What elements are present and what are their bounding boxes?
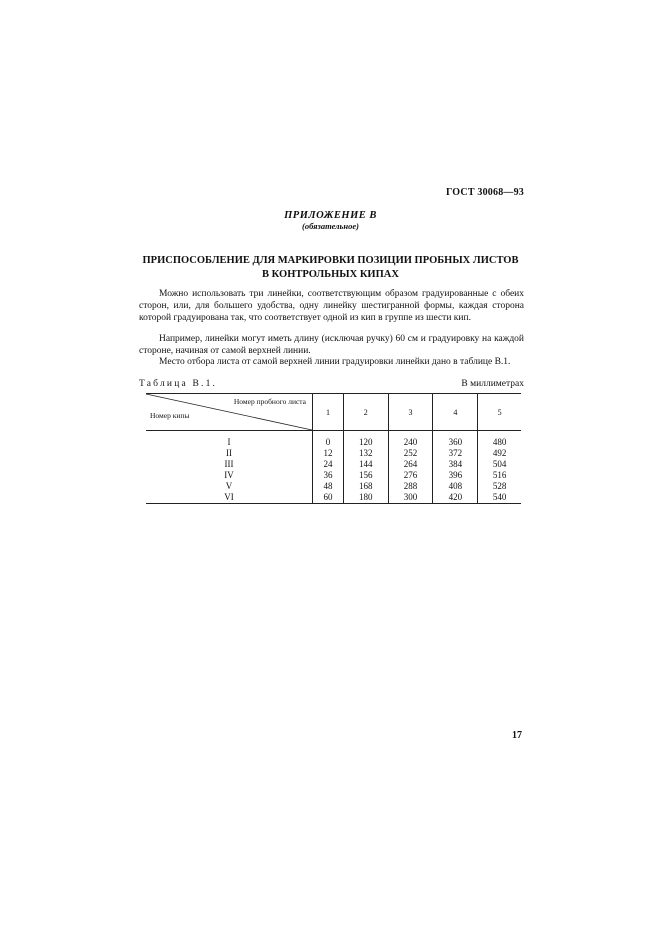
- corner-bale-label: Номер кипы: [150, 411, 190, 420]
- page-number: 17: [512, 730, 522, 741]
- table-caption: Таблица В.1.: [139, 379, 218, 389]
- data-table: [146, 393, 521, 504]
- row-label: I: [227, 437, 231, 447]
- table-cell: 528: [478, 481, 521, 492]
- table-cell: 12: [313, 448, 344, 459]
- table-cell: 396: [433, 470, 478, 481]
- table-caption-row: [139, 379, 524, 389]
- heading-line-2: В КОНТРОЛЬНЫХ КИПАХ: [262, 269, 399, 280]
- column-header: 1: [313, 394, 344, 431]
- table-cell: 180: [343, 492, 388, 504]
- table-cell: 384: [433, 459, 478, 470]
- row-label: II: [226, 448, 232, 458]
- table-cell: 120: [343, 431, 388, 449]
- table-cell: 252: [388, 448, 433, 459]
- corner-sheet-label: Номер пробного листа: [233, 397, 306, 406]
- column-header: 3: [388, 394, 433, 431]
- table-cell: 372: [433, 448, 478, 459]
- table-cell: 480: [478, 431, 521, 449]
- table-row: [146, 492, 521, 504]
- table-cell: 36: [313, 470, 344, 481]
- table-cell: 168: [343, 481, 388, 492]
- table-header-row: [146, 394, 521, 431]
- table-cell: 540: [478, 492, 521, 504]
- table-row: [146, 459, 521, 470]
- appendix-status: (обязательное): [302, 221, 359, 231]
- table-cell: 360: [433, 431, 478, 449]
- table-cell: 408: [433, 481, 478, 492]
- table-cell: 276: [388, 470, 433, 481]
- table-corner-cell: [146, 394, 313, 431]
- column-header: 2: [343, 394, 388, 431]
- paragraph-3: Место отбора листа от самой верхней линии градуировки линейки дано в таблице В.1.: [159, 357, 511, 367]
- table-cell: 144: [343, 459, 388, 470]
- table-cell: 60: [313, 492, 344, 504]
- table-cell: 516: [478, 470, 521, 481]
- paragraph-2: Например, линейки могут иметь длину (исключая ручку) 60 см и градуировку на каждой стороне, начиная от самой верхней линии.: [139, 334, 524, 357]
- row-label: IV: [224, 470, 234, 480]
- table-units: В миллиметрах: [461, 379, 524, 389]
- table-cell: 0: [313, 431, 344, 449]
- table-row: [146, 481, 521, 492]
- appendix-header: [0, 210, 661, 231]
- column-header: 4: [433, 394, 478, 431]
- section-heading: [0, 254, 661, 282]
- table-cell: 48: [313, 481, 344, 492]
- appendix-title: ПРИЛОЖЕНИЕ В: [284, 210, 377, 221]
- standard-code: ГОСТ 30068—93: [445, 187, 524, 198]
- table-cell: 492: [478, 448, 521, 459]
- table-cell: 264: [388, 459, 433, 470]
- table-row: [146, 470, 521, 481]
- column-header: 5: [478, 394, 521, 431]
- table-row: [146, 448, 521, 459]
- table-row: [146, 431, 521, 449]
- table-cell: 240: [388, 431, 433, 449]
- table-cell: 420: [433, 492, 478, 504]
- heading-line-1: ПРИСПОСОБЛЕНИЕ ДЛЯ МАРКИРОВКИ ПОЗИЦИИ ПРОБНЫХ ЛИСТОВ: [142, 255, 519, 266]
- table-cell: 504: [478, 459, 521, 470]
- table-cell: 156: [343, 470, 388, 481]
- table-cell: 288: [388, 481, 433, 492]
- row-label: VI: [146, 492, 313, 504]
- paragraph-1: Можно использовать три линейки, соответствующим образом градуированные с обеих сторон, или, для большего удобства, одну линейку шестигранной формы, каждая сторона которой градуирована так, что соответствует одной из кип в группе из шести кип.: [139, 289, 524, 324]
- table-cell: 24: [313, 459, 344, 470]
- table-cell: 300: [388, 492, 433, 504]
- table-cell: 132: [343, 448, 388, 459]
- row-label: III: [224, 459, 234, 469]
- row-label: V: [225, 481, 233, 491]
